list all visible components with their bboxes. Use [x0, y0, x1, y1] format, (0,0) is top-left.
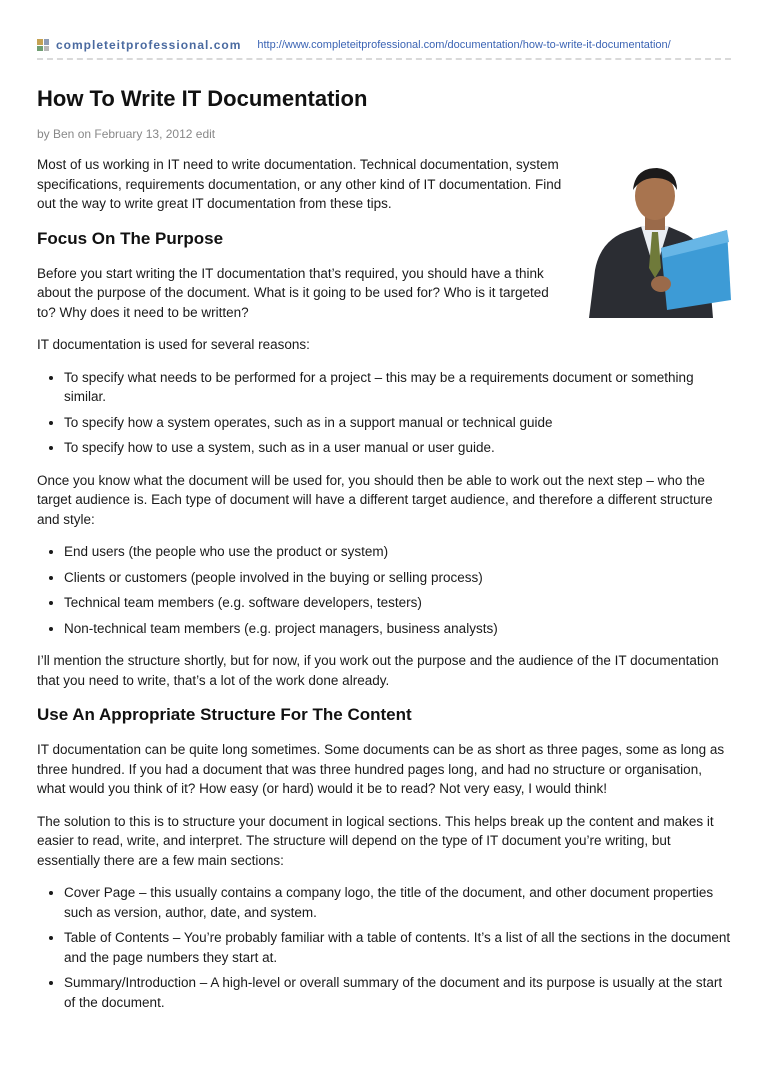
- article-byline: by Ben on February 13, 2012 edit: [37, 127, 216, 141]
- reasons-list: [37, 368, 731, 458]
- list-item: • Non-technical team members (e.g. project managers, business analysts): [64, 619, 731, 639]
- list-item: • To specify how to use a system, such as in a user manual or user guide.: [64, 438, 731, 458]
- site-header: [37, 36, 731, 54]
- header-divider: [37, 58, 731, 60]
- paragraph: IT documentation can be quite long sometimes. Some documents can be as short as three pages, some as long as three hundred. If you had a document that was three hundred pages long, and had no structure or organisation, what would you think of it? How easy (or hard) would it be to read? Not very easy, I would think!: [37, 742, 725, 796]
- article-body: [37, 155, 731, 1025]
- list-item: • Summary/Introduction – A high-level or overall summary of the document and its purpose is usually at the start of the document.: [64, 973, 731, 1012]
- audience-list: [37, 542, 731, 638]
- section-heading: Use An Appropriate Structure For The Content: [37, 705, 412, 724]
- list-item: • End users (the people who use the product or system): [64, 542, 731, 562]
- page-url-link[interactable]: http://www.completeitprofessional.com/documentation/how-to-write-it-documentation/: [257, 39, 671, 51]
- paragraph: I’ll mention the structure shortly, but for now, if you work out the purpose and the audience of the IT documentation that you need to write, that’s a lot of the work done already.: [37, 653, 719, 688]
- paragraph: IT documentation is used for several reasons:: [37, 337, 310, 352]
- site-name[interactable]: completeitprofessional.com: [56, 38, 242, 52]
- paragraph: Once you know what the document will be used for, you should then be able to work out the next step – who the target audience is. Each type of document will have a different target audience, and therefore a different structure and style:: [37, 472, 713, 527]
- list-item: • Table of Contents – You’re probably familiar with a table of contents. It’s a list of all the sections in the document and the page numbers they start at.: [64, 928, 731, 967]
- list-item: • To specify what needs to be performed for a project – this may be a requirements document or something similar.: [64, 368, 731, 407]
- section-heading: Focus On The Purpose: [37, 228, 224, 248]
- list-item: • Clients or customers (people involved in the buying or selling process): [64, 568, 731, 588]
- paragraph: The solution to this is to structure your document in logical sections. This helps break up the content and makes it easier to read, write, and interpret. The structure will depend on the type of IT document you’re writing, but essentially there are a few main sections:: [37, 813, 714, 868]
- article-title: How To Write IT Documentation: [37, 86, 368, 111]
- intro-paragraph: Most of us working in IT need to write documentation. Technical documentation, system specifications, requirements documentation, or any other kind of IT documentation. Find out the way to write great IT documentation from these tips.: [37, 157, 562, 211]
- list-item: • Cover Page – this usually contains a company logo, the title of the document, and other document properties such as version, author, date, and system.: [64, 883, 731, 922]
- sections-list: [37, 883, 731, 1012]
- list-item: • To specify how a system operates, such as in a support manual or technical guide: [64, 413, 731, 433]
- list-item: • Technical team members (e.g. software developers, testers): [64, 593, 731, 613]
- paragraph: Before you start writing the IT documentation that’s required, you should have a think about the purpose of the document. What is it going to be used for? Who is it targeted to? Why does it need to be written?: [37, 265, 549, 320]
- site-favicon-icon: [37, 39, 49, 51]
